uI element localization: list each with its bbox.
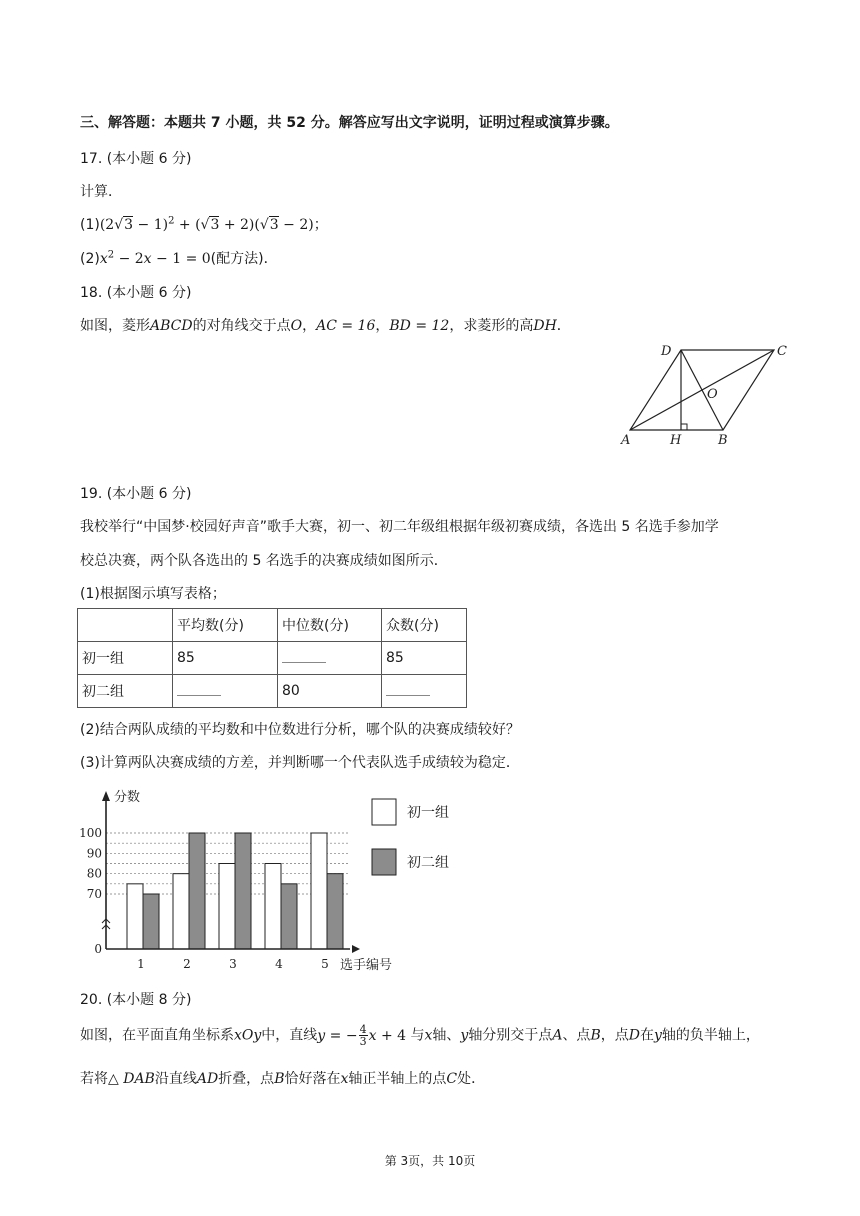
y-tick-label: 70 (86, 887, 102, 901)
y-axis-title: 分数 (114, 790, 141, 805)
q17-part1-label: (1) (80, 217, 100, 233)
label-a: A (621, 433, 631, 448)
row2-mode-blank (386, 683, 430, 696)
page-footer: 第 3页，共 10页 (384, 1154, 476, 1168)
q18-text-e: ，求菱形的高 (449, 318, 534, 334)
q18-bd-eq: BD = 12 (389, 318, 450, 334)
label-h: H (670, 433, 682, 448)
q20-point-a: A (552, 1027, 563, 1044)
q20-axis-y-2: y (653, 1027, 662, 1044)
q20-line-ad: AD (196, 1071, 219, 1087)
legend-swatch (372, 849, 396, 875)
q20-l1-b: 中，直线 (261, 1027, 318, 1044)
bar-chart (70, 785, 490, 975)
row1-mode: 85 (382, 642, 467, 675)
q20-l1-c: 与 (410, 1027, 425, 1044)
q18-text-f: ． (556, 318, 571, 334)
q20-l2-f: 处． (457, 1071, 486, 1087)
q20-l2-c: 折叠，点 (218, 1071, 275, 1087)
q20-axis-x-2: x (340, 1071, 349, 1087)
row2-mean-blank (177, 683, 221, 696)
label-b: B (718, 433, 728, 448)
x-tick-label: 1 (137, 957, 145, 971)
q20-line1 (80, 1024, 760, 1047)
row1-name: 初一组 (78, 642, 173, 675)
y-tick-label: 100 (79, 826, 102, 840)
q17-part2-equation: $x^2 - 2x - 1 = 0$ (99, 249, 211, 267)
q18-ac-eq: AC = 16 (316, 318, 376, 334)
q20-point-b-2: B (274, 1071, 285, 1087)
q19-part3: (3)计算两队决赛成绩的方差，并判断哪一个代表队选手成绩较为稳定． (80, 755, 520, 771)
q18-header: 18. (本小题 6 分) (80, 285, 192, 301)
legend-swatch (372, 799, 396, 825)
bar-grade2-5 (327, 874, 343, 949)
q17-part2-method: (配方法)． (210, 251, 278, 267)
q18-text-a: 如图，菱形 (80, 318, 150, 334)
q20-l2-b: 沿直线 (154, 1071, 197, 1087)
table-row (78, 642, 467, 675)
q20-l2-a: 若将 (80, 1071, 108, 1087)
chart-legend (372, 799, 449, 875)
table-header-median: 中位数(分) (278, 609, 382, 642)
bar-grade2-3 (235, 833, 251, 949)
bar-grade2-2 (189, 833, 205, 949)
q17-intro: 计算． (80, 184, 122, 200)
bar-grade1-3 (219, 864, 235, 950)
table-row (78, 675, 467, 708)
q19-part1: (1)根据图示填写表格； (80, 586, 226, 602)
bar-grade1-5 (311, 833, 327, 949)
q20-l1-a: 如图，在平面直角坐标系 (80, 1027, 234, 1044)
legend-label: 初二组 (407, 855, 449, 871)
q18-text (80, 315, 571, 335)
q20-l1-i: 轴的负半轴上， (661, 1027, 760, 1044)
q18-text-c: ， (302, 318, 317, 334)
x-tick-label: 2 (183, 957, 191, 971)
q18-point-o: O (290, 318, 303, 334)
x-tick-label: 4 (275, 957, 283, 971)
q20-triangle: △ DAB (108, 1071, 155, 1087)
row2-mean-cell (173, 675, 278, 708)
q20-l2-e: 轴正半轴上的点 (348, 1071, 447, 1087)
q17-part1-end: ； (313, 217, 328, 233)
q19-line2: 校总决赛，两个队各选出的 5 名选手的决赛成绩如图所示． (80, 553, 448, 569)
label-c: C (777, 344, 787, 359)
bar-grade2-4 (281, 884, 297, 949)
bar-grade1-2 (173, 874, 189, 949)
table-header-mode: 众数(分) (382, 609, 467, 642)
q20-line2 (80, 1068, 485, 1088)
q18-text-d: ， (375, 318, 390, 334)
q17-part2-label: (2) (80, 251, 100, 267)
right-angle-mark (681, 424, 687, 430)
chart-bars (127, 833, 343, 949)
x-tick-label: 5 (321, 957, 329, 971)
y-tick-label: 80 (86, 866, 102, 881)
legend-label: 初一组 (407, 805, 449, 821)
row2-name: 初二组 (78, 675, 173, 708)
q19-line1: 我校举行“中国梦·校园好声音”歌手大赛，初一、初二年级组根据年级初赛成绩，各选出 5 名选手参加学 (80, 519, 719, 535)
section-heading: 三、解答题：本题共 7 小题，共 52 分。解答应写出文字说明，证明过程或演算步骤。 (80, 115, 619, 131)
label-d: D (661, 344, 672, 359)
q20-axis-x: x (424, 1027, 433, 1044)
table-header-row (78, 609, 467, 642)
x-tick-label: 3 (229, 957, 237, 971)
q20-l1-g: ，点 (600, 1027, 629, 1044)
label-o: O (707, 387, 718, 402)
q17-part2 (80, 248, 278, 268)
q20-coord-system: xOy (234, 1027, 262, 1044)
row1-median-cell (278, 642, 382, 675)
q20-l1-f: 、点 (562, 1027, 591, 1044)
row1-mean: 85 (173, 642, 278, 675)
q20-l1-e: 轴分别交于点 (468, 1027, 553, 1044)
q20-axis-y: y (460, 1027, 469, 1044)
y-axis-arrow (102, 791, 110, 801)
table-header-mean: 平均数(分) (173, 609, 278, 642)
row2-mode-cell (382, 675, 467, 708)
q20-header: 20. (本小题 8 分) (80, 992, 192, 1008)
q20-line-equation: y = − $\frac{4}{3}$ x + 4 (317, 1023, 407, 1048)
y-tick-label: 90 (86, 846, 102, 861)
q18-rhombus-name: ABCD (150, 318, 193, 334)
q19-part2: (2)结合两队成绩的平均数和中位数进行分析，哪个队的决赛成绩较好？ (80, 722, 520, 738)
bar-grade2-1 (143, 894, 159, 949)
q18-height-name: DH (533, 318, 557, 334)
bar-grade1-1 (127, 884, 143, 949)
row2-median: 80 (278, 675, 382, 708)
q19-header: 19. (本小题 6 分) (80, 486, 192, 502)
q20-l1-d: 轴、 (432, 1027, 461, 1044)
q20-l2-d: 恰好落在 (284, 1071, 341, 1087)
q18-text-b: 的对角线交于点 (192, 318, 291, 334)
q20-point-c: C (446, 1071, 458, 1087)
q20-l1-h: 在 (639, 1027, 654, 1044)
x-axis-arrow (352, 945, 360, 953)
row1-median-blank (282, 650, 326, 663)
x-axis-title: 选手编号 (340, 958, 393, 973)
rhombus-figure (615, 338, 795, 448)
q20-point-b: B (590, 1027, 601, 1044)
score-table (77, 608, 467, 708)
table-header-blank (78, 609, 173, 642)
y-tick-label: 0 (94, 942, 102, 956)
q20-point-d: D (628, 1027, 640, 1044)
q17-part1 (80, 214, 328, 234)
q17-part1-expression: $(2√3 - 1)^2 + (√3 + 2)(√3 - 2)$ (99, 215, 314, 233)
bar-grade1-4 (265, 864, 281, 950)
q17-header: 17. (本小题 6 分) (80, 151, 192, 167)
